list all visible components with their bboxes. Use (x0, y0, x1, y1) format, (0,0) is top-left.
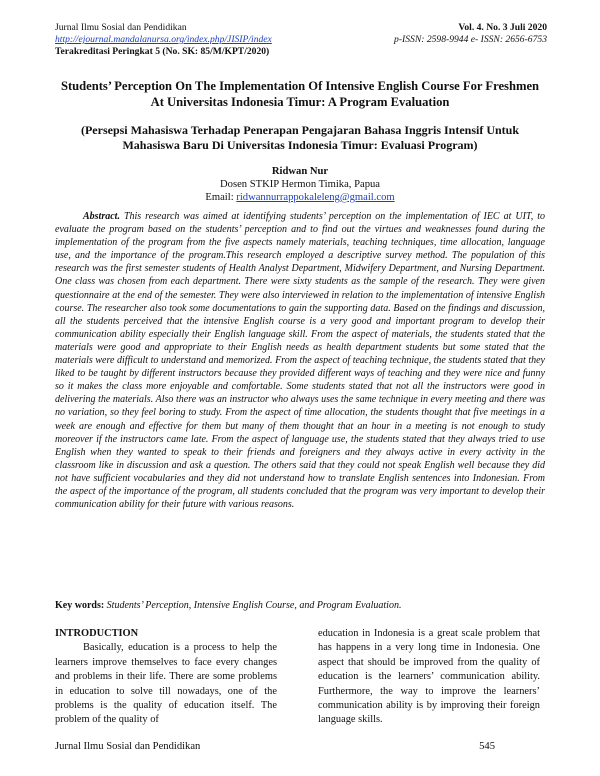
intro-left-column (55, 627, 277, 728)
abstract-text: This research was aimed at identifying students’ perception on the implementation of IEC at UIT, to evaluate the program based on the students’ perception and to find out the virtues and weaknesses found during the implementation of the program from the five aspects namely materials, teaching techniques, time allocation, language use, and the importance of the program.This research employed a descriptive survey method. The population of this research was the first semester students of Health Analyst Department, Midwifery Department, and Nursing Department. One class was chosen from each department. There were sixty students as the sample of the research. They were given questionnaire at the end of the semester. They were also interviewed in relation to the implementation of intensive English course. The researcher also took some documentations to gain the supporting data. Based on the findings and discussion, all the students perceived that the intensive English course is a very good and important program to develop their communication ability especially their English language skill. From the aspect of materials, the students stated that the materials were good and appropriate to their English needs as health department students but some stated that the materials were difficult to understand and memorized. From the aspect of teaching technique, the students stated that they liked to be taught by different instructors because they provided different ways of teaching and they were nice and funny so it makes the class more enjoyable and comfortable. Some students stated that not all the instructors were good in delivering the materials. Also there was an instructor who always uses the same technique in every meeting and there was no variation, so they feel boring to study. From the aspect of time allocation, the students thought that five meetings in a week are enough and effective for them but many of them thought that an hour in a meeting is not enough to study moreover if the instructors came late. From the aspect of language use, the students stated that they always tried to use English when they wanted to speak to their friends and foreigners and they always active in every activity in the classroom like in discussion and ask a question. The others said that they could not speak English well because they did not have sufficient vocabularies and they did not understand how to translate English sentences into Indonesian. From the aspect of the importance of the program, all students concluded that the program was very important to develop their communication ability for their future with various reasons. (55, 211, 545, 511)
footer-journal: Jurnal Ilmu Sosial dan Pendidikan (55, 741, 201, 752)
keywords (55, 599, 545, 612)
journal-name: Jurnal Ilmu Sosial dan Pendidikan (55, 22, 187, 33)
paper-title: Students’ Perception On The Implementation Of Intensive English Course For Freshmen At Universitas Indonesia Timur: A Program Evaluation (60, 79, 540, 109)
intro-right-column (318, 627, 540, 728)
keywords-label: Key words: (55, 600, 105, 611)
keywords-text: Students’ Perception, Intensive English Course, and Program Evaluation. (106, 600, 402, 611)
author-name: Ridwan Nur (271, 166, 329, 177)
journal-url-link[interactable]: http://ejournal.mandalanursa.org/index.php/JISIP/index (55, 34, 272, 45)
intro-heading: INTRODUCTION (55, 628, 139, 639)
page-footer (55, 740, 495, 753)
intro-right-paragraph: education in Indonesia is a great scale problem that has happens in a very long time in Indonesia. One aspect that should be improved from the quality of education is the learners’ communication ability. Furthermore, the way to improve the learners’ communication ability is by improving their foreign language skills. (318, 628, 540, 726)
volume-header (394, 22, 547, 46)
abstract-label: Abstract. (83, 211, 120, 222)
volume-info: Vol. 4. No. 3 Juli 2020 (458, 22, 547, 33)
accreditation-text: Terakreditasi Peringkat 5 (No. SK: 85/M/KPT/2020) (55, 46, 270, 57)
journal-header (55, 22, 272, 58)
page-number: 545 (479, 741, 495, 752)
abstract (55, 210, 545, 511)
author-block (55, 165, 545, 204)
email-label: Email: (205, 192, 234, 203)
author-affiliation: Dosen STKIP Hermon Timika, Papua (220, 179, 380, 190)
paper-subtitle: (Persepsi Mahasiswa Terhadap Penerapan Pengajaran Bahasa Inggris Intensif Untuk Mahasiswa Baru Di Universitas Indonesia Timur: Evaluasi Program) (80, 123, 520, 152)
intro-left-paragraph: Basically, education is a process to help the learners improve themselves to face every changes and problems in their life. There are some problems in education to solve till nowadays, one of the problems is the quality of education itself. The problem of the quality of (55, 642, 277, 726)
author-email-link[interactable]: ridwannurrappokaleleng@gmail.com (236, 192, 395, 203)
issn-info: p-ISSN: 2598-9944 e- ISSN: 2656-6753 (394, 34, 547, 45)
